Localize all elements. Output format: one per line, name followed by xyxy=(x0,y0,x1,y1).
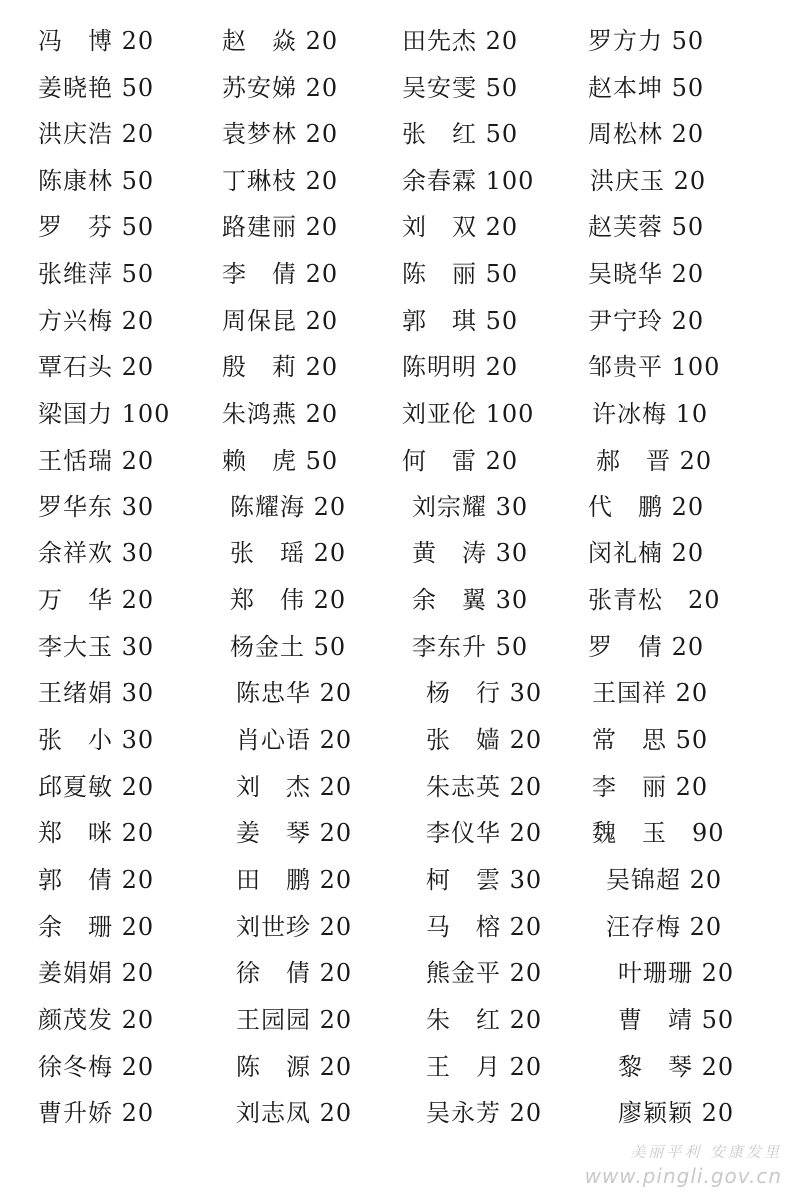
donor-entry: 赵芙蓉 50 xyxy=(588,213,705,241)
list-row xyxy=(0,68,800,108)
donor-entry: 徐 倩 20 xyxy=(236,959,353,987)
list-row xyxy=(0,953,800,993)
donor-entry: 姜娟娟 20 xyxy=(38,959,155,987)
donor-entry: 田 鹏 20 xyxy=(236,866,353,894)
list-row xyxy=(0,301,800,341)
donor-entry: 徐冬梅 20 xyxy=(38,1053,155,1081)
donor-entry: 刘 双 20 xyxy=(402,213,519,241)
donor-entry: 郭 倩 20 xyxy=(38,866,155,894)
donor-entry: 熊金平 20 xyxy=(426,959,543,987)
donor-entry: 吴锦超 20 xyxy=(606,866,723,894)
donor-entry: 代 鹏 20 xyxy=(588,493,705,521)
donor-entry: 罗 倩 20 xyxy=(588,633,705,661)
donor-entry: 罗华东 30 xyxy=(38,493,155,521)
donor-entry: 朱鸿燕 20 xyxy=(222,400,339,428)
list-row xyxy=(0,254,800,294)
donor-entry: 尹宁玲 20 xyxy=(588,307,705,335)
donor-entry: 许冰梅 10 xyxy=(592,400,709,428)
donor-entry: 陈 丽 50 xyxy=(402,260,519,288)
donor-entry: 郑 伟 20 xyxy=(230,586,347,614)
site-watermark xyxy=(585,1141,782,1188)
donor-entry: 万 华 20 xyxy=(38,586,155,614)
donor-entry: 路建丽 20 xyxy=(222,213,339,241)
donor-entry: 汪存梅 20 xyxy=(606,913,723,941)
donor-entry: 王绪娟 30 xyxy=(38,679,155,707)
donor-entry: 魏 玉 90 xyxy=(592,819,725,847)
donor-entry: 柯 雲 30 xyxy=(426,866,543,894)
list-row xyxy=(0,767,800,807)
donor-entry: 周松林 20 xyxy=(588,120,705,148)
list-row xyxy=(0,394,800,434)
list-row xyxy=(0,813,800,853)
donor-entry: 何 雷 20 xyxy=(402,447,519,475)
donor-entry: 李 丽 20 xyxy=(592,773,709,801)
list-row xyxy=(0,1093,800,1133)
donor-entry: 杨 行 30 xyxy=(426,679,543,707)
donor-entry: 陈 源 20 xyxy=(236,1053,353,1081)
list-row xyxy=(0,720,800,760)
donor-entry: 朱志英 20 xyxy=(426,773,543,801)
list-row xyxy=(0,21,800,61)
donor-entry: 王 月 20 xyxy=(426,1053,543,1081)
donor-entry: 曹 靖 50 xyxy=(618,1006,735,1034)
list-row xyxy=(0,1047,800,1087)
donor-entry: 闵礼楠 20 xyxy=(588,539,705,567)
donor-entry: 曹升娇 20 xyxy=(38,1099,155,1127)
donor-entry: 梁国力 100 xyxy=(38,400,171,428)
donor-entry: 陈忠华 20 xyxy=(236,679,353,707)
list-row xyxy=(0,487,800,527)
donor-entry: 余 翼 30 xyxy=(412,586,529,614)
donor-entry: 叶珊珊 20 xyxy=(618,959,735,987)
list-row xyxy=(0,673,800,713)
donor-entry: 张 红 50 xyxy=(402,120,519,148)
donor-entry: 苏安娣 20 xyxy=(222,74,339,102)
donor-entry: 郝 晋 20 xyxy=(596,447,713,475)
donor-entry: 邱夏敏 20 xyxy=(38,773,155,801)
donor-entry: 郑 咪 20 xyxy=(38,819,155,847)
watermark-title: 美丽平利 安康发里 xyxy=(630,1143,782,1161)
donor-entry: 廖颖颖 20 xyxy=(618,1099,735,1127)
donor-entry: 殷 莉 20 xyxy=(222,353,339,381)
donor-entry: 张 小 30 xyxy=(38,726,155,754)
list-row xyxy=(0,627,800,667)
donor-entry: 丁琳枝 20 xyxy=(222,167,339,195)
donor-entry: 刘 杰 20 xyxy=(236,773,353,801)
donor-entry: 洪庆玉 20 xyxy=(590,167,707,195)
donor-entry: 余春霖 100 xyxy=(402,167,535,195)
donor-entry: 姜 琴 20 xyxy=(236,819,353,847)
donor-entry: 邹贵平 100 xyxy=(588,353,721,381)
list-row xyxy=(0,533,800,573)
donor-entry: 李仪华 20 xyxy=(426,819,543,847)
list-row xyxy=(0,347,800,387)
donor-entry: 王国祥 20 xyxy=(592,679,709,707)
donor-entry: 罗方力 50 xyxy=(588,27,705,55)
donor-entry: 陈康林 50 xyxy=(38,167,155,195)
donor-entry: 周保昆 20 xyxy=(222,307,339,335)
list-row xyxy=(0,907,800,947)
donor-entry: 张 嫱 20 xyxy=(426,726,543,754)
donor-entry: 冯 博 20 xyxy=(38,27,155,55)
donor-entry: 黎 琴 20 xyxy=(618,1053,735,1081)
donor-entry: 赵 焱 20 xyxy=(222,27,339,55)
donor-entry: 袁梦林 20 xyxy=(222,120,339,148)
donor-entry: 李大玉 30 xyxy=(38,633,155,661)
donor-entry: 杨金土 50 xyxy=(230,633,347,661)
watermark-url: www.pingli.gov.cn xyxy=(584,1164,782,1188)
list-row xyxy=(0,207,800,247)
donor-entry: 刘世珍 20 xyxy=(236,913,353,941)
list-row xyxy=(0,580,800,620)
donor-entry: 刘志凤 20 xyxy=(236,1099,353,1127)
list-row xyxy=(0,860,800,900)
donor-entry: 吴安雯 50 xyxy=(402,74,519,102)
donor-entry: 刘宗耀 30 xyxy=(412,493,529,521)
donor-entry: 张 瑶 20 xyxy=(230,539,347,567)
donor-entry: 朱 红 20 xyxy=(426,1006,543,1034)
donor-entry: 刘亚伦 100 xyxy=(402,400,535,428)
donor-entry: 田先杰 20 xyxy=(402,27,519,55)
donor-entry: 颜茂发 20 xyxy=(38,1006,155,1034)
donor-entry: 余 珊 20 xyxy=(38,913,155,941)
donor-entry: 姜晓艳 50 xyxy=(38,74,155,102)
donor-entry: 张维萍 50 xyxy=(38,260,155,288)
donor-entry: 罗 芬 50 xyxy=(38,213,155,241)
list-row xyxy=(0,114,800,154)
list-row xyxy=(0,1000,800,1040)
donor-entry: 王园园 20 xyxy=(236,1006,353,1034)
donor-entry: 余祥欢 30 xyxy=(38,539,155,567)
donor-entry: 吴晓华 20 xyxy=(588,260,705,288)
donor-entry: 李东升 50 xyxy=(412,633,529,661)
donor-entry: 陈耀海 20 xyxy=(230,493,347,521)
donor-entry: 方兴梅 20 xyxy=(38,307,155,335)
donor-entry: 陈明明 20 xyxy=(402,353,519,381)
donor-entry: 赖 虎 50 xyxy=(222,447,339,475)
list-row xyxy=(0,161,800,201)
donor-entry: 王恬瑞 20 xyxy=(38,447,155,475)
donor-entry: 肖心语 20 xyxy=(236,726,353,754)
donor-entry: 常 思 50 xyxy=(592,726,709,754)
donor-entry: 张青松 20 xyxy=(588,586,721,614)
donor-entry: 覃石头 20 xyxy=(38,353,155,381)
donor-entry: 李 倩 20 xyxy=(222,260,339,288)
list-row xyxy=(0,441,800,481)
donor-entry: 赵本坤 50 xyxy=(588,74,705,102)
donor-entry: 吴永芳 20 xyxy=(426,1099,543,1127)
donor-entry: 黄 涛 30 xyxy=(412,539,529,567)
donor-entry: 郭 琪 50 xyxy=(402,307,519,335)
donor-entry: 马 榕 20 xyxy=(426,913,543,941)
donor-entry: 洪庆浩 20 xyxy=(38,120,155,148)
